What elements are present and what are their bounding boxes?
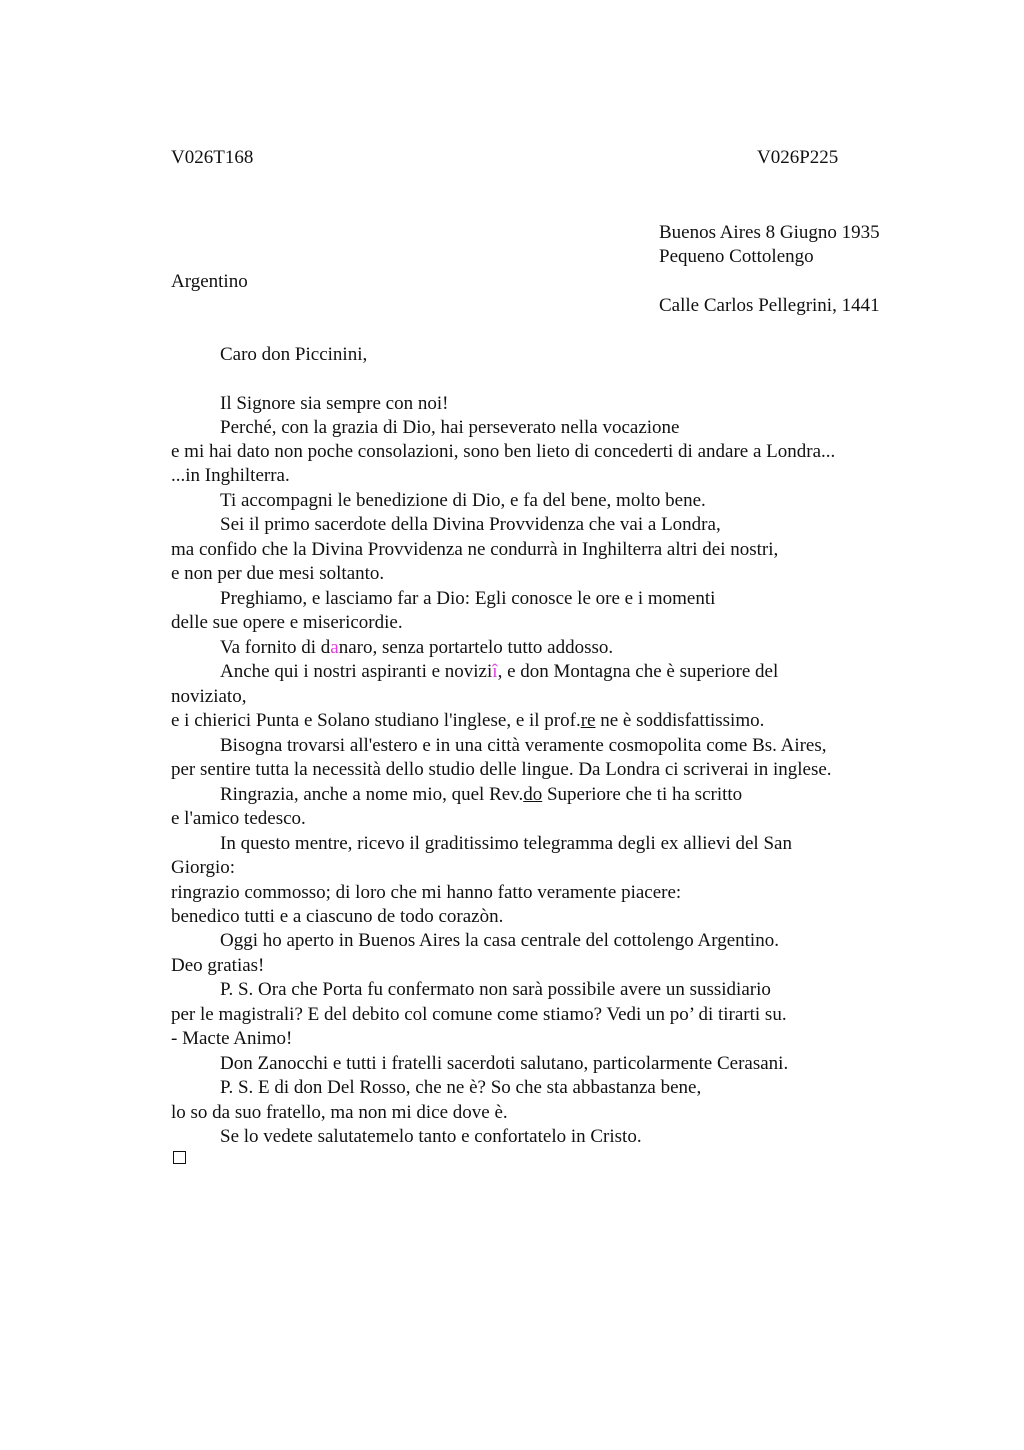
end-marker-box-icon [173,1151,186,1164]
body-line: Giorgio: [171,857,236,878]
body-line: benedico tutti e a ciascuno de todo corazòn. [171,906,504,927]
body-line: ...in Inghilterra. [171,465,290,486]
body-text: Anche qui i nostri aspiranti e novizi [220,661,493,682]
body-line: ma confido che la Divina Provvidenza ne condurrà in Inghilterra altri dei nostri, [171,539,779,560]
body-line: e non per due mesi soltanto. [171,563,385,584]
body-line: In questo mentre, ricevo il graditissimo telegramma degli ex allievi del San [220,833,792,854]
body-line [220,660,778,684]
body-line: Oggi ho aperto in Buenos Aires la casa centrale del cottolengo Argentino. [220,930,779,951]
letter-salutation: Caro don Piccinini, [220,344,368,365]
body-line: Ti accompagni le benedizione di Dio, e fa del bene, molto bene. [220,490,706,511]
body-line: per sentire tutta la necessità dello studio delle lingue. Da Londra ci scriverai in inglese. [171,759,832,780]
body-line: P. S. E di don Del Rosso, che ne è? So che sta abbastanza bene, [220,1077,702,1098]
body-line [220,783,742,807]
body-line: Se lo vedete salutatemelo tanto e confortatelo in Cristo. [220,1126,642,1147]
body-line: Perché, con la grazia di Dio, hai perseverato nella vocazione [220,417,680,438]
body-text: e i chierici Punta e Solano studiano l'inglese, e il prof. [171,710,581,731]
body-line: lo so da suo fratello, ma non mi dice dove è. [171,1102,508,1123]
body-text: naro, senza portartelo tutto addosso. [338,637,614,658]
body-text: Superiore che ti ha scritto [542,784,743,805]
body-line: noviziato, [171,686,247,707]
letter-street-address: Calle Carlos Pellegrini, 1441 [659,295,880,316]
body-line [220,636,613,660]
underlined-abbrev: do [523,784,543,805]
body-line: Sei il primo sacerdote della Divina Provvidenza che vai a Londra, [220,514,721,535]
body-line: Don Zanocchi e tutti i fratelli sacerdoti salutano, particolarmente Cerasani. [220,1053,789,1074]
document-code-left: V026T168 [171,147,254,168]
body-text: , e don Montagna che è superiore del [497,661,779,682]
body-line: Il Signore sia sempre con noi! [220,393,449,414]
letter-place-date: Buenos Aires 8 Giugno 1935 [659,222,880,243]
body-line: Deo gratias! [171,955,265,976]
body-text: Va fornito di d [220,637,331,658]
body-line: e l'amico tedesco. [171,808,306,829]
body-line: delle sue opere e misericordie. [171,612,403,633]
body-line: Preghiamo, e lasciamo far a Dio: Egli conosce le ore e i momenti [220,588,716,609]
document-code-right: V026P225 [757,147,839,168]
highlighted-char: î [492,661,498,682]
body-line: ringrazio commosso; di loro che mi hanno fatto veramente piacere: [171,882,682,903]
letter-place-line-2: Argentino [171,271,248,292]
highlighted-char: a [330,637,339,658]
body-line: e mi hai dato non poche consolazioni, sono ben lieto di concederti di andare a Londra... [171,441,836,462]
body-line: P. S. Ora che Porta fu confermato non sarà possibile avere un sussidiario [220,979,771,1000]
letter-place-line-1: Pequeno Cottolengo [659,246,814,267]
body-line: - Macte Animo! [171,1028,293,1049]
body-line [171,709,764,733]
body-line: Bisogna trovarsi all'estero e in una città veramente cosmopolita come Bs. Aires, [220,735,827,756]
body-text: Ringrazia, anche a nome mio, quel Rev. [220,784,524,805]
body-line: per le magistrali? E del debito col comune come stiamo? Vedi un po’ di tirarti su. [171,1004,787,1025]
underlined-abbrev: re [580,710,596,731]
body-text: ne è soddisfattissimo. [595,710,765,731]
